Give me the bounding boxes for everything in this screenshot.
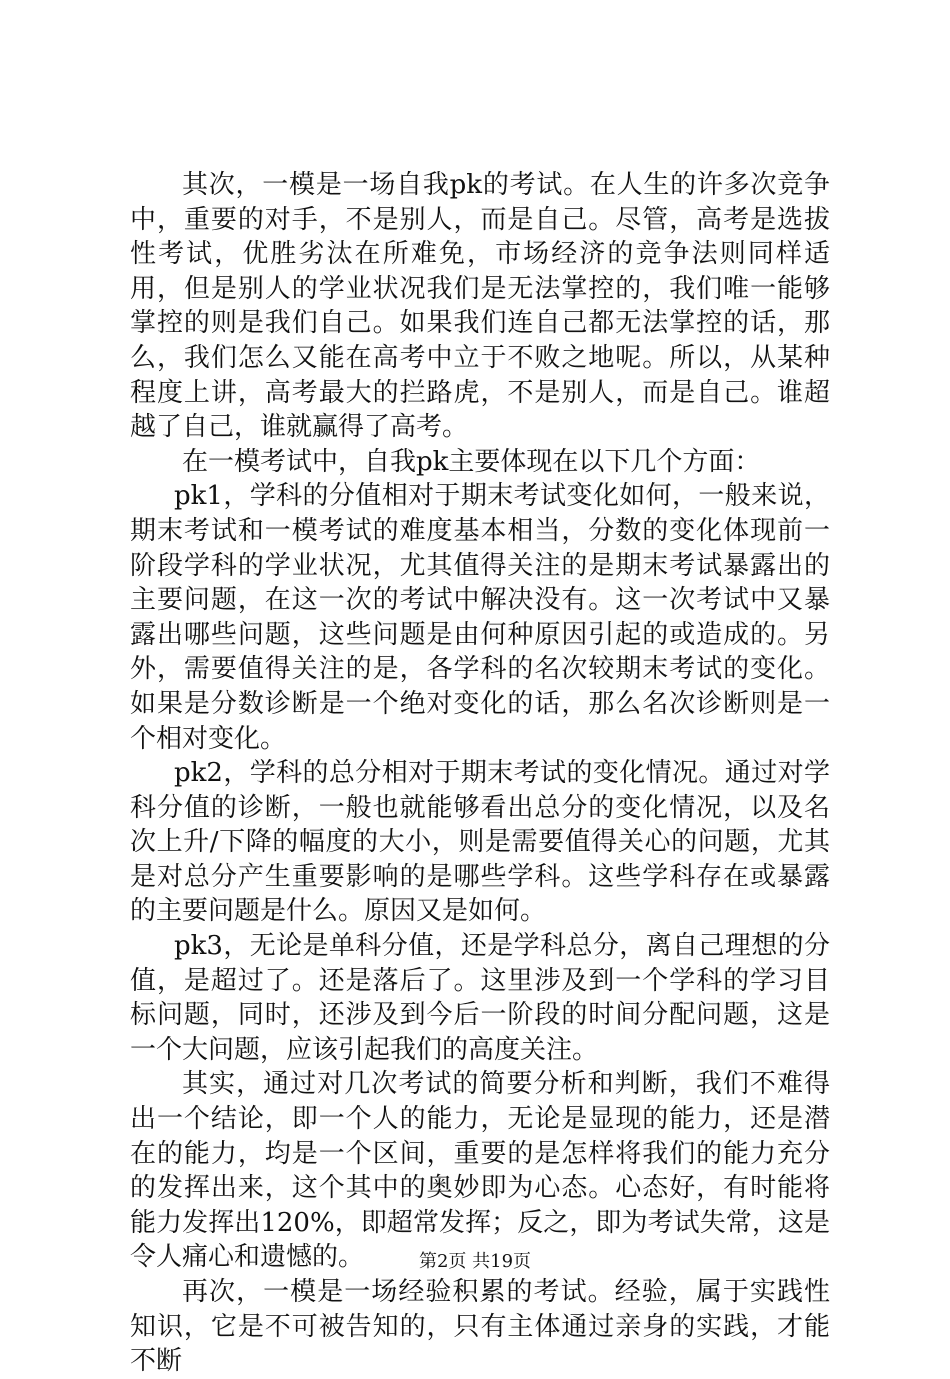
paragraph-self-pk: 其次，一模是一场自我pk的考试。在人生的许多次竞争中，重要的对手，不是别人，而是自己。尽管，高考是选拔性考试，优胜劣汰在所难免，市场经济的竞争法则同样适用，但是别人的学业状况我们是无法掌控的，我们唯一能够掌控的则是我们自己。如果我们连自己都无法掌控的话，那么，我们怎么又能在高考中立于不败之地呢。所以，从某种程度上讲，高考最大的拦路虎，不是别人，而是自己。谁超越了自己，谁就赢得了高考。: [130, 170, 830, 443]
paragraph-experience: 再次，一模是一场经验积累的考试。经验，属于实践性知识，它是不可被告知的，只有主体通过亲身的实践，才能不断: [130, 1277, 830, 1377]
paragraph-pk-intro: 在一模考试中，自我pk主要体现在以下几个方面：: [182, 446, 761, 477]
paragraph-pk2: pk2，学科的总分相对于期末考试的变化情况。通过对学科分值的诊断，一般也就能够看出总分的变化情况，以及名次上升/下降的幅度的大小，则是需要值得关心的问题，尤其是对总分产生重要影响的是哪些学科。这些学科存在或暴露的主要问题是什么。原因又是如何。: [130, 758, 830, 927]
paragraph-mindset: 其实，通过对几次考试的简要分析和判断，我们不难得出一个结论，即一个人的能力，无论是显现的能力，还是潜在的能力，均是一个区间，重要的是怎样将我们的能力充分的发挥出来，这个其中的奥妙即为心态。心态好，有时能将能力发挥出120%，即超常发挥；反之，即为考试失常，这是令人痛心和遗憾的。: [130, 1069, 830, 1273]
page-number-footer: 第2页 共19页: [418, 1251, 532, 1272]
paragraph-pk3: pk3，无论是单科分值，还是学科总分，离自己理想的分值，是超过了。还是落后了。这里涉及到一个学科的学习目标问题，同时，还涉及到今后一阶段的时间分配问题，这是一个大问题，应该引起我们的高度关注。: [130, 931, 830, 1065]
body-text: [130, 168, 830, 1379]
paragraph-pk1: pk1，学科的分值相对于期末考试变化如何，一般来说，期末考试和一模考试的难度基本相当，分数的变化体现前一阶段学科的学业状况，尤其值得关注的是期末考试暴露出的主要问题，在这一次的考试中解决没有。这一次考试中又暴露出哪些问题，这些问题是由何种原因引起的或造成的。另外，需要值得关注的是，各学科的名次较期末考试的变化。如果是分数诊断是一个绝对变化的话，那么名次诊断则是一个相对变化。: [130, 481, 830, 754]
